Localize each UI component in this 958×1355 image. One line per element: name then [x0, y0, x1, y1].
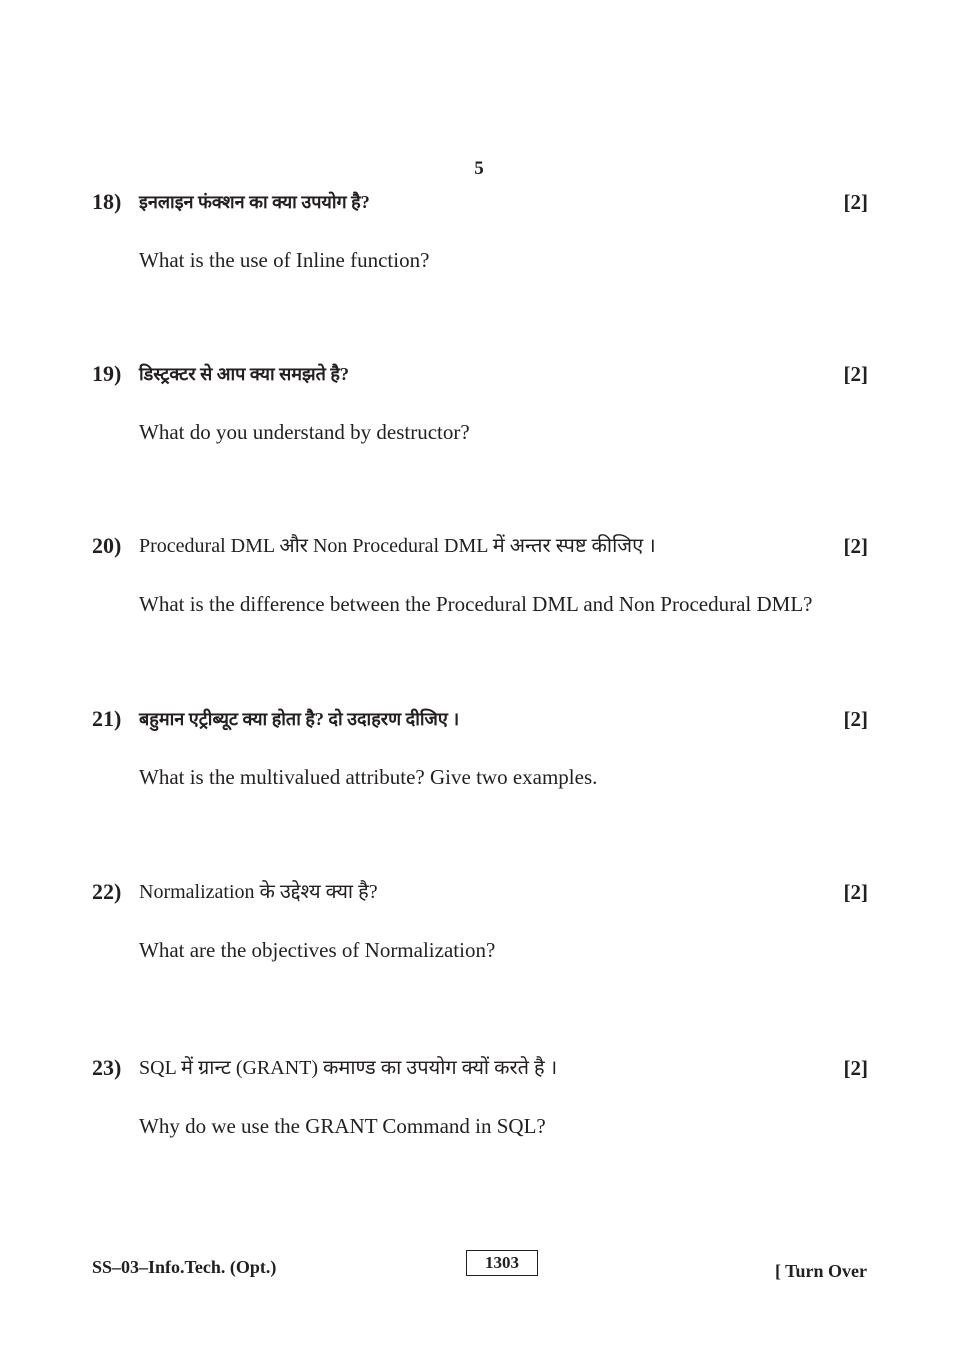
question-marks: [2] [843, 534, 868, 558]
question-hindi: SQL में ग्रान्ट (GRANT) कमाण्ड का उपयोग क्यों करते है । [139, 1057, 558, 1079]
paper-code: SS–03–Info.Tech. (Opt.) [92, 1257, 277, 1277]
question-english: What are the objectives of Normalization? [139, 938, 496, 962]
question-english: What is the use of Inline function? [139, 248, 430, 272]
question-number: 18) [92, 189, 122, 214]
question-21 [92, 704, 868, 789]
question-hindi: Procedural DML और Non Procedural DML में अन्तर स्पष्ट कीजिए । [139, 535, 656, 557]
question-hindi: बहुमान एट्रीब्यूट क्या होता है? दो उदाहरण दीजिए । [139, 709, 460, 729]
question-hindi: इनलाइन फंक्शन का क्या उपयोग है? [139, 192, 370, 212]
question-english: What is the multivalued attribute? Give two examples. [139, 765, 598, 789]
question-marks: [2] [843, 362, 868, 386]
question-18 [92, 187, 868, 272]
question-marks: [2] [843, 1056, 868, 1080]
paper-number-box: 1303 [466, 1250, 538, 1276]
question-marks: [2] [843, 707, 868, 731]
question-english: What do you understand by destructor? [139, 420, 470, 444]
question-number: 23) [92, 1055, 122, 1080]
question-23 [92, 1053, 868, 1138]
question-20 [92, 531, 868, 616]
turn-over-label: [ Turn Over [774, 1261, 867, 1281]
question-english: What is the difference between the Procedural DML and Non Procedural DML? [139, 592, 813, 616]
question-19 [92, 359, 868, 444]
page-number: 5 [474, 158, 484, 179]
question-marks: [2] [843, 190, 868, 214]
question-hindi: Normalization के उद्देश्य क्या है? [139, 881, 378, 903]
question-number: 19) [92, 361, 122, 386]
question-number: 22) [92, 879, 122, 904]
question-22 [92, 877, 868, 962]
question-number: 20) [92, 533, 122, 558]
question-number: 21) [92, 706, 122, 731]
question-english: Why do we use the GRANT Command in SQL? [139, 1114, 546, 1138]
question-hindi: डिस्ट्रक्टर से आप क्या समझते है? [139, 364, 349, 384]
question-marks: [2] [843, 880, 868, 904]
